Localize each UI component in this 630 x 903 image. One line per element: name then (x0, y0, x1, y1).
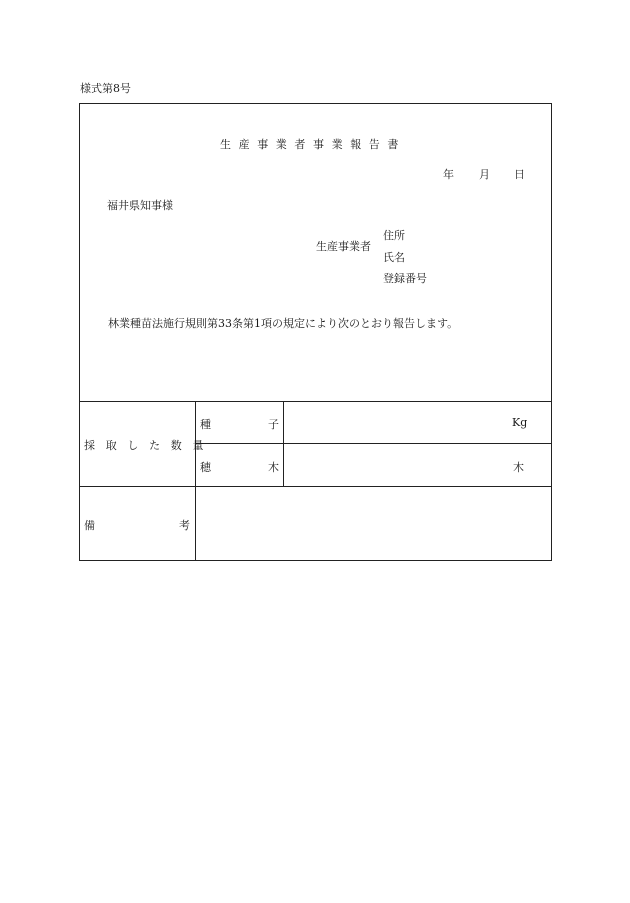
producer-label: 生産事業者 (316, 240, 371, 253)
report-statement: 林業種苗法施行規則第33条第1項の規定により次のとおり報告します。 (108, 317, 459, 330)
date-year-label: 年 (443, 168, 454, 181)
table-top-border (79, 401, 552, 402)
date-day-label: 日 (514, 168, 525, 181)
document-title: 生産事業者事業報告書 (220, 138, 406, 151)
remarks-label-right: 考 (179, 519, 190, 532)
date-month-label: 月 (479, 168, 490, 181)
addressee: 福井県知事様 (107, 199, 173, 212)
seed-label-left: 種 (200, 418, 211, 431)
seed-label-right: 子 (268, 418, 279, 431)
item-column-divider (283, 401, 284, 486)
form-number: 様式第8号 (80, 82, 131, 95)
table-column-divider (195, 401, 196, 561)
address-field-label: 住所 (383, 229, 405, 242)
scion-label-left: 穂 (200, 461, 211, 474)
remarks-top-border (79, 486, 552, 487)
scion-unit: 木 (513, 461, 524, 474)
seed-unit: Kg (512, 416, 528, 429)
remarks-label-left: 備 (84, 519, 95, 532)
registration-number-label: 登録番号 (383, 272, 427, 285)
table-row-divider (195, 443, 552, 444)
quantity-header: 採 取 し た 数 量 (84, 439, 208, 452)
name-field-label: 氏名 (383, 251, 405, 264)
scion-label-right: 木 (268, 461, 279, 474)
